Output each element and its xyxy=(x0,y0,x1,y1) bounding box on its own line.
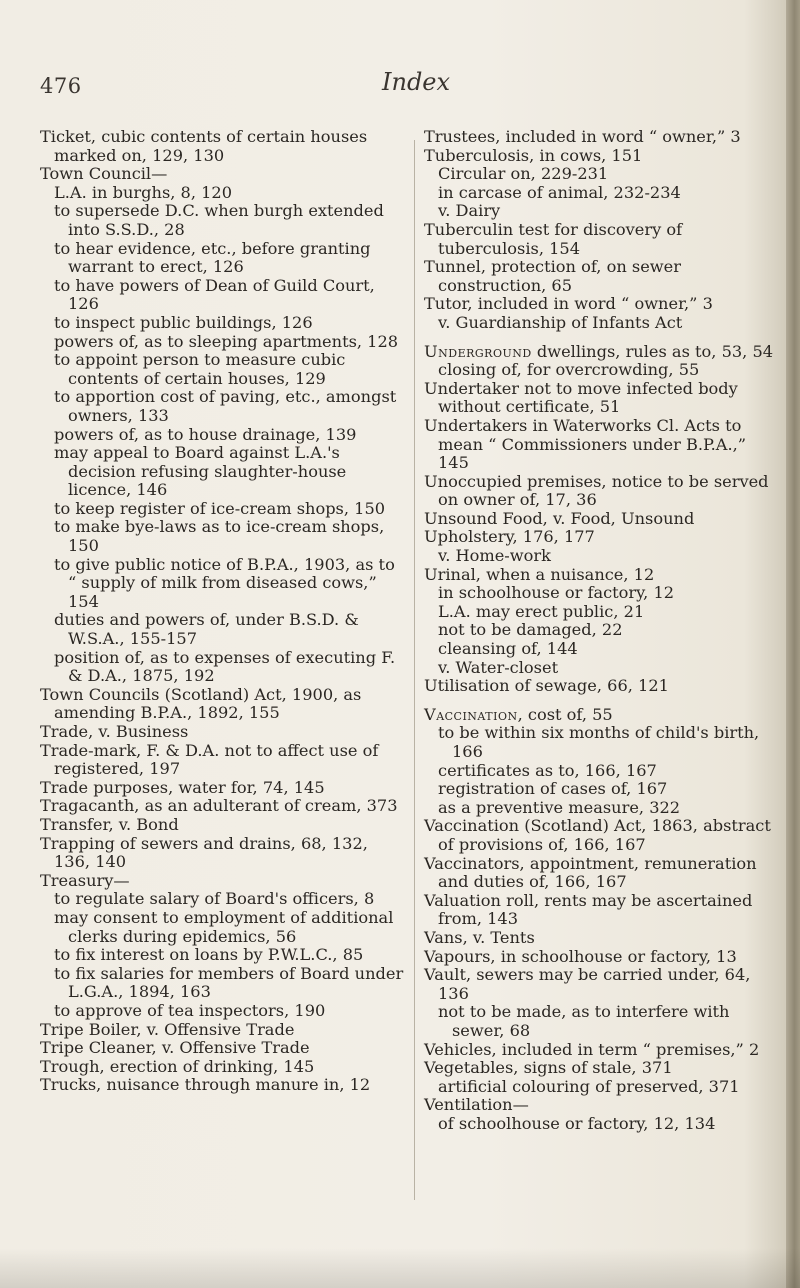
page-number: 476 xyxy=(40,74,82,98)
index-entry: Vegetables, signs of stale, 371 xyxy=(424,1058,673,1078)
index-entry: Trade-mark, F. & D.A. not to affect use of registered, 197 xyxy=(40,740,379,779)
index-subentry: to apportion cost of paving, etc., amongst owners, 133 xyxy=(54,387,397,425)
index-entry: Vault, sewers may be carried under, 64, 136 xyxy=(424,965,751,1003)
index-subentry: L.A. may erect public, 21 xyxy=(438,601,645,621)
index-entry: Vaccinators, appointment, remuneration and duties of, 166, 167 xyxy=(424,853,757,892)
index-subentry: registration of cases of, 167 xyxy=(438,779,668,799)
index-subentry: L.A. in burghs, 8, 120 xyxy=(54,182,233,202)
column-divider xyxy=(414,140,415,1200)
index-subentry: in carcase of animal, 232-234 xyxy=(438,182,681,202)
index-subentry: to keep register of ice-cream shops, 150 xyxy=(54,498,386,518)
index-subentry: to have powers of Dean of Guild Court, 126 xyxy=(54,275,375,314)
index-subentry: of schoolhouse or factory, 12, 134 xyxy=(438,1113,716,1133)
index-subentry: not to be made, as to interfere with sewer, 68 xyxy=(438,1002,730,1040)
index-entry: Tripe Cleaner, v. Offensive Trade xyxy=(40,1038,310,1058)
index-entry: Upholstery, 176, 177 xyxy=(424,527,595,547)
index-subentry: v. Water-closet xyxy=(438,657,559,677)
index-entry: Unsound Food, v. Food, Unsound xyxy=(424,508,695,528)
index-entry: Unoccupied premises, notice to be served on owner of, 17, 36 xyxy=(424,471,769,510)
index-subentry: may consent to employment of additional clerks during epidemics, 56 xyxy=(54,907,394,946)
index-subentry: may appeal to Board against L.A.'s decision refusing slaughter-house licence, 146 xyxy=(54,443,347,500)
index-subentry: not to be damaged, 22 xyxy=(438,620,623,640)
index-entry: Valuation roll, rents may be ascertained from, 143 xyxy=(424,890,753,929)
index-column-right xyxy=(424,128,776,1133)
index-subentry: closing of, for overcrowding, 55 xyxy=(438,360,700,380)
index-subentry: position of, as to expenses of executing F. & D.A., 1875, 192 xyxy=(54,647,396,686)
index-entry: Town Councils (Scotland) Act, 1900, as amending B.P.A., 1892, 155 xyxy=(40,684,362,723)
index-entry: Undertaker not to move infected body without certificate, 51 xyxy=(424,378,738,417)
index-entry: Vaccination, cost of, 55 xyxy=(424,704,613,724)
index-entry: Vaccination (Scotland) Act, 1863, abstract of provisions of, 166, 167 xyxy=(424,816,771,854)
index-subentry: to hear evidence, etc., before granting warrant to erect, 126 xyxy=(54,238,371,277)
index-subentry: as a preventive measure, 322 xyxy=(438,797,681,817)
index-entry: Treasury— xyxy=(40,870,130,890)
page-edge xyxy=(786,0,800,1288)
index-subentry: v. Guardianship of Infants Act xyxy=(438,312,683,332)
section-lead-word: Vaccination xyxy=(424,704,518,724)
index-subentry: in schoolhouse or factory, 12 xyxy=(438,583,675,603)
index-subentry: certificates as to, 166, 167 xyxy=(438,760,657,780)
index-subentry: to approve of tea inspectors, 190 xyxy=(54,1000,326,1020)
index-entry: Tragacanth, as an adulterant of cream, 373 xyxy=(40,796,398,816)
index-entry: Vapours, in schoolhouse or factory, 13 xyxy=(424,946,737,966)
index-subentry: artificial colouring of preserved, 371 xyxy=(438,1076,740,1096)
running-head: Index xyxy=(382,68,451,96)
index-subentry: cleansing of, 144 xyxy=(438,639,578,659)
index-entry: Underground dwellings, rules as to, 53, 54 xyxy=(424,341,774,361)
index-subentry: to supersede D.C. when burgh extended into S.S.D., 28 xyxy=(54,201,384,239)
index-subentry: to fix interest on loans by P.W.L.C., 85 xyxy=(54,945,364,965)
index-subentry: to make bye-laws as to ice-cream shops, 150 xyxy=(54,517,385,556)
index-entry: Ticket, cubic contents of certain houses marked on, 129, 130 xyxy=(40,127,368,165)
page-header xyxy=(40,68,740,108)
index-entry: Urinal, when a nuisance, 12 xyxy=(424,564,655,584)
index-subentry: to inspect public buildings, 126 xyxy=(54,312,313,332)
index-entry: Vehicles, included in term “ premises,” 2 xyxy=(424,1039,760,1059)
index-subentry: v. Dairy xyxy=(438,201,501,221)
index-entry: Trapping of sewers and drains, 68, 132, 136, 140 xyxy=(40,833,368,872)
section-lead-word: Underground xyxy=(424,341,532,361)
index-entry: Trough, erection of drinking, 145 xyxy=(40,1056,315,1076)
page-shadow xyxy=(0,1248,800,1288)
index-subentry: powers of, as to house drainage, 139 xyxy=(54,424,357,444)
index-entry: Tripe Boiler, v. Offensive Trade xyxy=(40,1019,295,1039)
index-subentry: powers of, as to sleeping apartments, 128 xyxy=(54,331,399,351)
index-entry: Transfer, v. Bond xyxy=(40,814,179,834)
index-subentry: Circular on, 229-231 xyxy=(438,164,609,184)
index-subentry: duties and powers of, under B.S.D. & W.S.A., 155-157 xyxy=(54,610,359,649)
index-subentry: to regulate salary of Board's officers, 8 xyxy=(54,889,375,909)
index-entry: Tuberculosis, in cows, 151 xyxy=(424,145,643,165)
index-entry: Trade, v. Business xyxy=(40,722,189,741)
index-column-left xyxy=(40,128,408,1095)
index-subentry: to give public notice of B.P.A., 1903, as to “ supply of milk from diseased cows,” 154 xyxy=(54,554,395,611)
index-entry: Trade purposes, water for, 74, 145 xyxy=(40,777,325,797)
index-subentry: to appoint person to measure cubic contents of certain houses, 129 xyxy=(54,350,346,388)
index-entry: Town Council— xyxy=(40,164,168,184)
index-subentry: to be within six months of child's birth, 166 xyxy=(438,723,760,761)
index-entry: Vans, v. Tents xyxy=(424,927,535,947)
index-entry: Tunnel, protection of, on sewer construction, 65 xyxy=(424,257,681,295)
index-subentry: to fix salaries for members of Board under L.G.A., 1894, 163 xyxy=(54,963,404,1002)
index-entry: Tutor, included in word “ owner,” 3 xyxy=(424,294,713,314)
index-entry: Utilisation of sewage, 66, 121 xyxy=(424,676,669,696)
index-entry: Undertakers in Waterworks Cl. Acts to mean “ Commissioners under B.P.A.,” 145 xyxy=(424,415,747,473)
index-entry: Tuberculin test for discovery of tuberculosis, 154 xyxy=(424,219,683,258)
index-entry: Trucks, nuisance through manure in, 12 xyxy=(40,1075,371,1095)
index-entry: Ventilation— xyxy=(424,1095,529,1115)
index-entry: Trustees, included in word “ owner,” 3 xyxy=(424,127,741,146)
index-subentry: v. Home-work xyxy=(438,546,551,566)
